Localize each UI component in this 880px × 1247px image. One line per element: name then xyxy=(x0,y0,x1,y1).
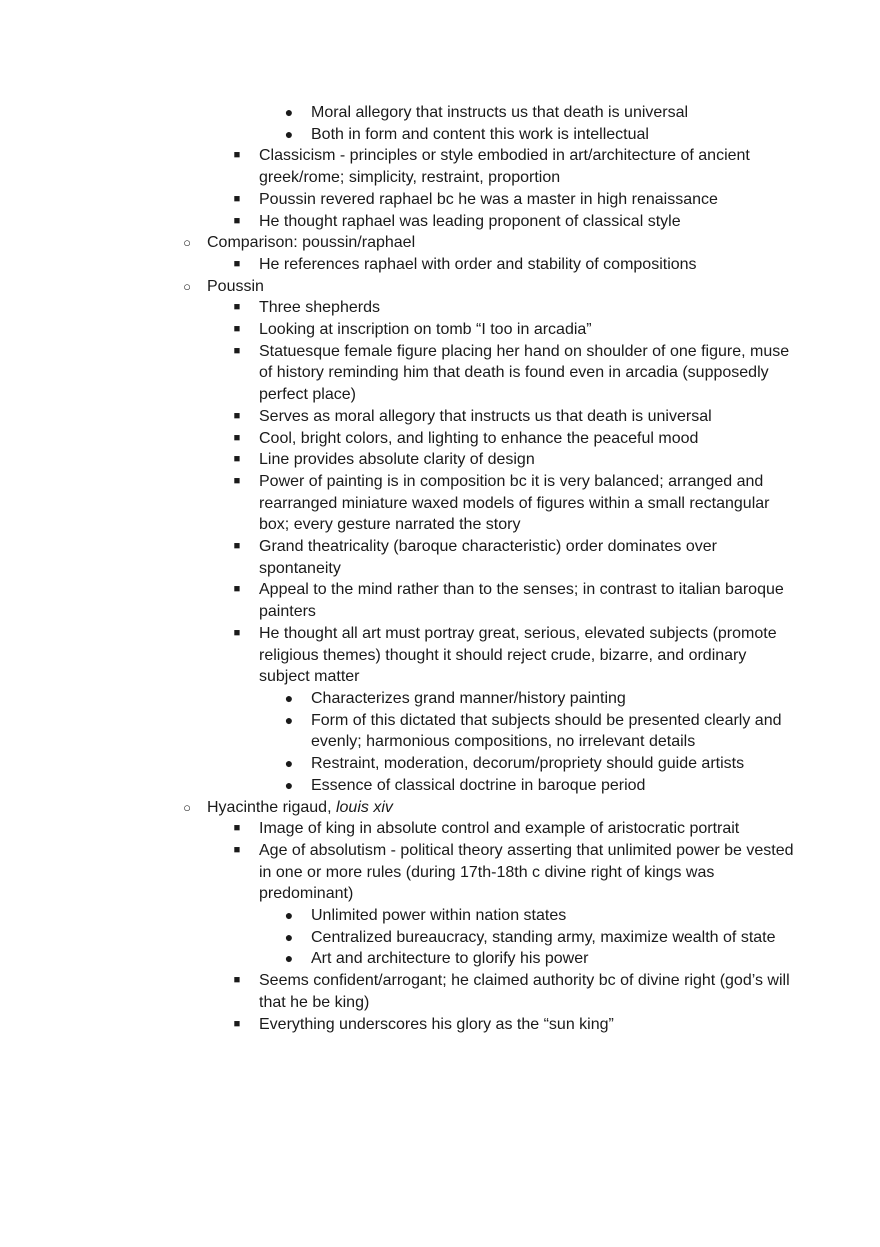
list-item xyxy=(0,341,880,406)
list-item xyxy=(0,211,880,233)
square-bullet: ■ xyxy=(233,409,241,422)
list-item-text: Characterizes grand manner/history painting xyxy=(311,689,626,707)
artwork-title: louis xiv xyxy=(335,798,393,816)
list-item xyxy=(0,145,880,188)
square-bullet: ■ xyxy=(233,344,241,357)
list-item xyxy=(0,710,880,753)
list-item-text: Everything underscores his glory as the “sun king” xyxy=(259,1015,614,1033)
list-item xyxy=(0,406,880,428)
list-item xyxy=(0,840,880,905)
square-bullet: ■ xyxy=(233,1017,241,1030)
circle-bullet: ○ xyxy=(183,278,191,294)
list-item-text: Poussin revered raphael bc he was a master in high renaissance xyxy=(259,190,718,208)
list-item xyxy=(0,775,880,797)
list-item-text: Appeal to the mind rather than to the senses; in contrast to italian baroque painters xyxy=(259,581,784,621)
list-item-text: Moral allegory that instructs us that death is universal xyxy=(311,104,689,121)
square-bullet: ■ xyxy=(233,301,241,314)
dot-bullet: ● xyxy=(284,125,294,142)
dot-bullet: ● xyxy=(284,689,294,706)
section-heading-poussin xyxy=(0,276,880,298)
list-item-text: Classicism - principles or style embodied in art/architecture of ancient greek/rome; simplicity, restraint, proportion xyxy=(259,147,750,187)
list-item-text: Line provides absolute clarity of design xyxy=(259,451,535,469)
section-heading-text xyxy=(207,797,797,819)
dot-bullet: ● xyxy=(284,755,294,772)
list-item-text: He thought all art must portray great, serious, elevated subjects (promote religious themes) thought it should reject crude, bizarre, and ordinary subject matter xyxy=(259,624,777,686)
outline xyxy=(0,102,880,1035)
square-bullet: ■ xyxy=(233,453,241,466)
list-item xyxy=(0,471,880,536)
list-item xyxy=(0,124,880,146)
list-item xyxy=(0,297,880,319)
square-bullet: ■ xyxy=(233,626,241,639)
section-heading-rigaud xyxy=(0,797,880,819)
square-bullet: ■ xyxy=(233,192,241,205)
circle-bullet: ○ xyxy=(183,235,191,251)
list-item xyxy=(0,688,880,710)
list-item xyxy=(0,428,880,450)
list-item xyxy=(0,536,880,579)
square-bullet: ■ xyxy=(233,149,241,162)
list-item-text: Seems confident/arrogant; he claimed authority bc of divine right (god’s will that he be king) xyxy=(259,972,790,1011)
list-item-text: Cool, bright colors, and lighting to enhance the peaceful mood xyxy=(259,429,699,447)
list-item xyxy=(0,970,880,1013)
list-item xyxy=(0,1014,880,1036)
square-bullet: ■ xyxy=(233,214,241,227)
list-item-text: Age of absolutism - political theory asserting that unlimited power be vested in one or more rules (during 17th-18th c divine right of kings was predominant) xyxy=(259,841,794,903)
list-item xyxy=(0,319,880,341)
list-item xyxy=(0,905,880,927)
dot-bullet: ● xyxy=(284,104,294,120)
list-item-text: Centralized bureaucracy, standing army, maximize wealth of state xyxy=(311,928,776,946)
list-item xyxy=(0,753,880,775)
list-item xyxy=(0,948,880,970)
dot-bullet: ● xyxy=(284,928,294,945)
square-bullet: ■ xyxy=(233,974,241,987)
list-item-text: Looking at inscription on tomb “I too in arcadia” xyxy=(259,321,592,339)
list-item-text: Essence of classical doctrine in baroque period xyxy=(311,776,646,794)
square-bullet: ■ xyxy=(233,583,241,596)
list-item-text: Form of this dictated that subjects should be presented clearly and evenly; harmonious compositions, no irrelevant details xyxy=(311,711,782,751)
dot-bullet: ● xyxy=(284,907,294,924)
list-item-text: Power of painting is in composition bc it is very balanced; arranged and rearranged miniature waxed models of figures within a small rectangular box; every gesture narrated the story xyxy=(259,472,770,534)
list-item-text: Restraint, moderation, decorum/propriety should guide artists xyxy=(311,755,745,773)
square-bullet: ■ xyxy=(233,257,241,270)
list-item-text: Art and architecture to glorify his power xyxy=(311,950,589,968)
list-item-text: Both in form and content this work is intellectual xyxy=(311,125,649,143)
list-item-text: Unlimited power within nation states xyxy=(311,907,567,925)
list-item-text: He references raphael with order and stability of compositions xyxy=(259,255,697,273)
artist-name: Hyacinthe rigaud, xyxy=(207,798,336,816)
list-item xyxy=(0,102,880,124)
square-bullet: ■ xyxy=(233,822,241,835)
dot-bullet: ● xyxy=(284,776,294,793)
circle-bullet: ○ xyxy=(183,799,191,815)
dot-bullet: ● xyxy=(284,711,294,728)
list-item-text: Statuesque female figure placing her hand on shoulder of one figure, muse of history reminding him that death is found even in arcadia (supposedly perfect place) xyxy=(259,342,790,404)
square-bullet: ■ xyxy=(233,540,241,553)
list-item xyxy=(0,927,880,949)
square-bullet: ■ xyxy=(233,843,241,856)
list-item-text: Three shepherds xyxy=(259,299,380,317)
list-item-text: Serves as moral allegory that instructs us that death is universal xyxy=(259,407,712,425)
list-item xyxy=(0,623,880,688)
dot-bullet: ● xyxy=(284,950,294,967)
section-heading-comparison xyxy=(0,232,880,254)
list-item xyxy=(0,449,880,471)
section-heading-text: Poussin xyxy=(207,277,264,295)
list-item-text: Grand theatricality (baroque characteristic) order dominates over spontaneity xyxy=(259,538,717,577)
list-item xyxy=(0,189,880,211)
list-item xyxy=(0,254,880,276)
section-heading-text: Comparison: poussin/raphael xyxy=(207,234,416,252)
list-item xyxy=(0,818,880,840)
square-bullet: ■ xyxy=(233,474,241,487)
list-item-text: He thought raphael was leading proponent of classical style xyxy=(259,212,681,230)
list-item xyxy=(0,579,880,622)
square-bullet: ■ xyxy=(233,323,241,336)
list-item-text: Image of king in absolute control and example of aristocratic portrait xyxy=(259,820,740,838)
square-bullet: ■ xyxy=(233,431,241,444)
